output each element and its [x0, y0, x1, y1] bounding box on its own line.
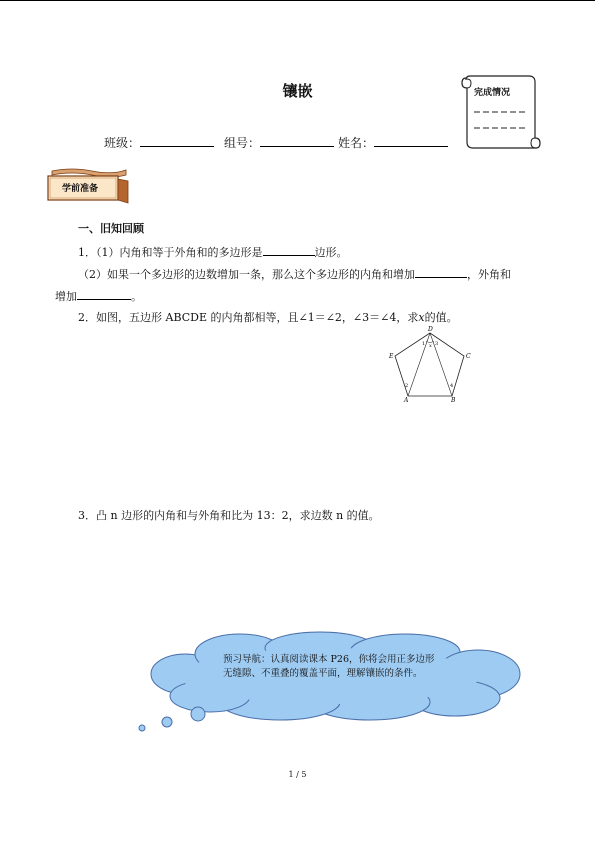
- question-3: 3．凸 n 边形的内角和与外角和比为 13：2，求边数 n 的值。: [78, 509, 380, 522]
- class-label: 班级：: [104, 136, 141, 150]
- name-label: 姓名：: [338, 136, 375, 150]
- label-E: E: [389, 353, 394, 360]
- question-1-part-2: [78, 267, 511, 282]
- question-1-part-1: [78, 245, 348, 260]
- q1p2-blank-1[interactable]: [415, 267, 467, 278]
- section-banner-label: 学前准备: [62, 184, 99, 194]
- q1p1-text-b: 边形。: [314, 246, 348, 259]
- q1p2-text-b: ，外角和: [467, 268, 511, 281]
- header-rule: [0, 0, 595, 1]
- question-2: [78, 311, 458, 325]
- angle-2-label: 2: [405, 383, 409, 389]
- group-blank[interactable]: [260, 136, 334, 147]
- angle-4-label: 4: [450, 383, 454, 389]
- group-field: [224, 134, 334, 151]
- q1p2-text-c: 增加: [55, 290, 77, 303]
- preview-guide-text: 预习导航：认真阅读课本 P26，你将会用正多边形无缝隙、不重叠的覆盖平面，理解镶嵌的条件。: [223, 654, 435, 679]
- angle-1-label: 1: [422, 341, 426, 347]
- name-blank[interactable]: [374, 136, 448, 147]
- pentagon-figure: [388, 325, 478, 403]
- q2-text-b: 的值。: [424, 311, 458, 324]
- status-box-label: 完成情况: [474, 88, 511, 98]
- thought-cloud-icon: [130, 630, 530, 740]
- page-title: 镶嵌: [282, 82, 313, 100]
- q1p2-text-d: 。: [131, 290, 142, 303]
- q1p1-blank[interactable]: [263, 245, 315, 256]
- scroll-frame-icon: [458, 72, 542, 152]
- group-label: 组号：: [224, 136, 261, 150]
- q1p2-blank-2[interactable]: [77, 289, 131, 300]
- q2-variable: x: [418, 311, 425, 324]
- q1p1-text-a: 1．（1）内角和等于外角和的多边形是: [78, 246, 263, 259]
- q1p2-text-a: （2）如果一个多边形的边数增加一条，那么这个多边形的内角和增加: [78, 268, 415, 281]
- label-D: D: [428, 326, 433, 333]
- page-number: 1 / 5: [288, 770, 307, 779]
- section-heading: 一、旧知回顾: [78, 222, 144, 235]
- question-1-part-2-cont: [55, 289, 142, 304]
- angle-3-label: 3: [435, 341, 439, 347]
- class-field: [104, 134, 214, 151]
- name-field: [338, 134, 448, 151]
- class-blank[interactable]: [140, 136, 214, 147]
- label-A: A: [404, 397, 409, 403]
- angle-x-label: x: [429, 343, 432, 349]
- label-C: C: [466, 353, 471, 360]
- label-B: B: [451, 397, 456, 403]
- q2-text-a: 2．如图，五边形 ABCDE 的内角都相等，且∠1＝∠2，∠3＝∠4，求: [78, 311, 419, 324]
